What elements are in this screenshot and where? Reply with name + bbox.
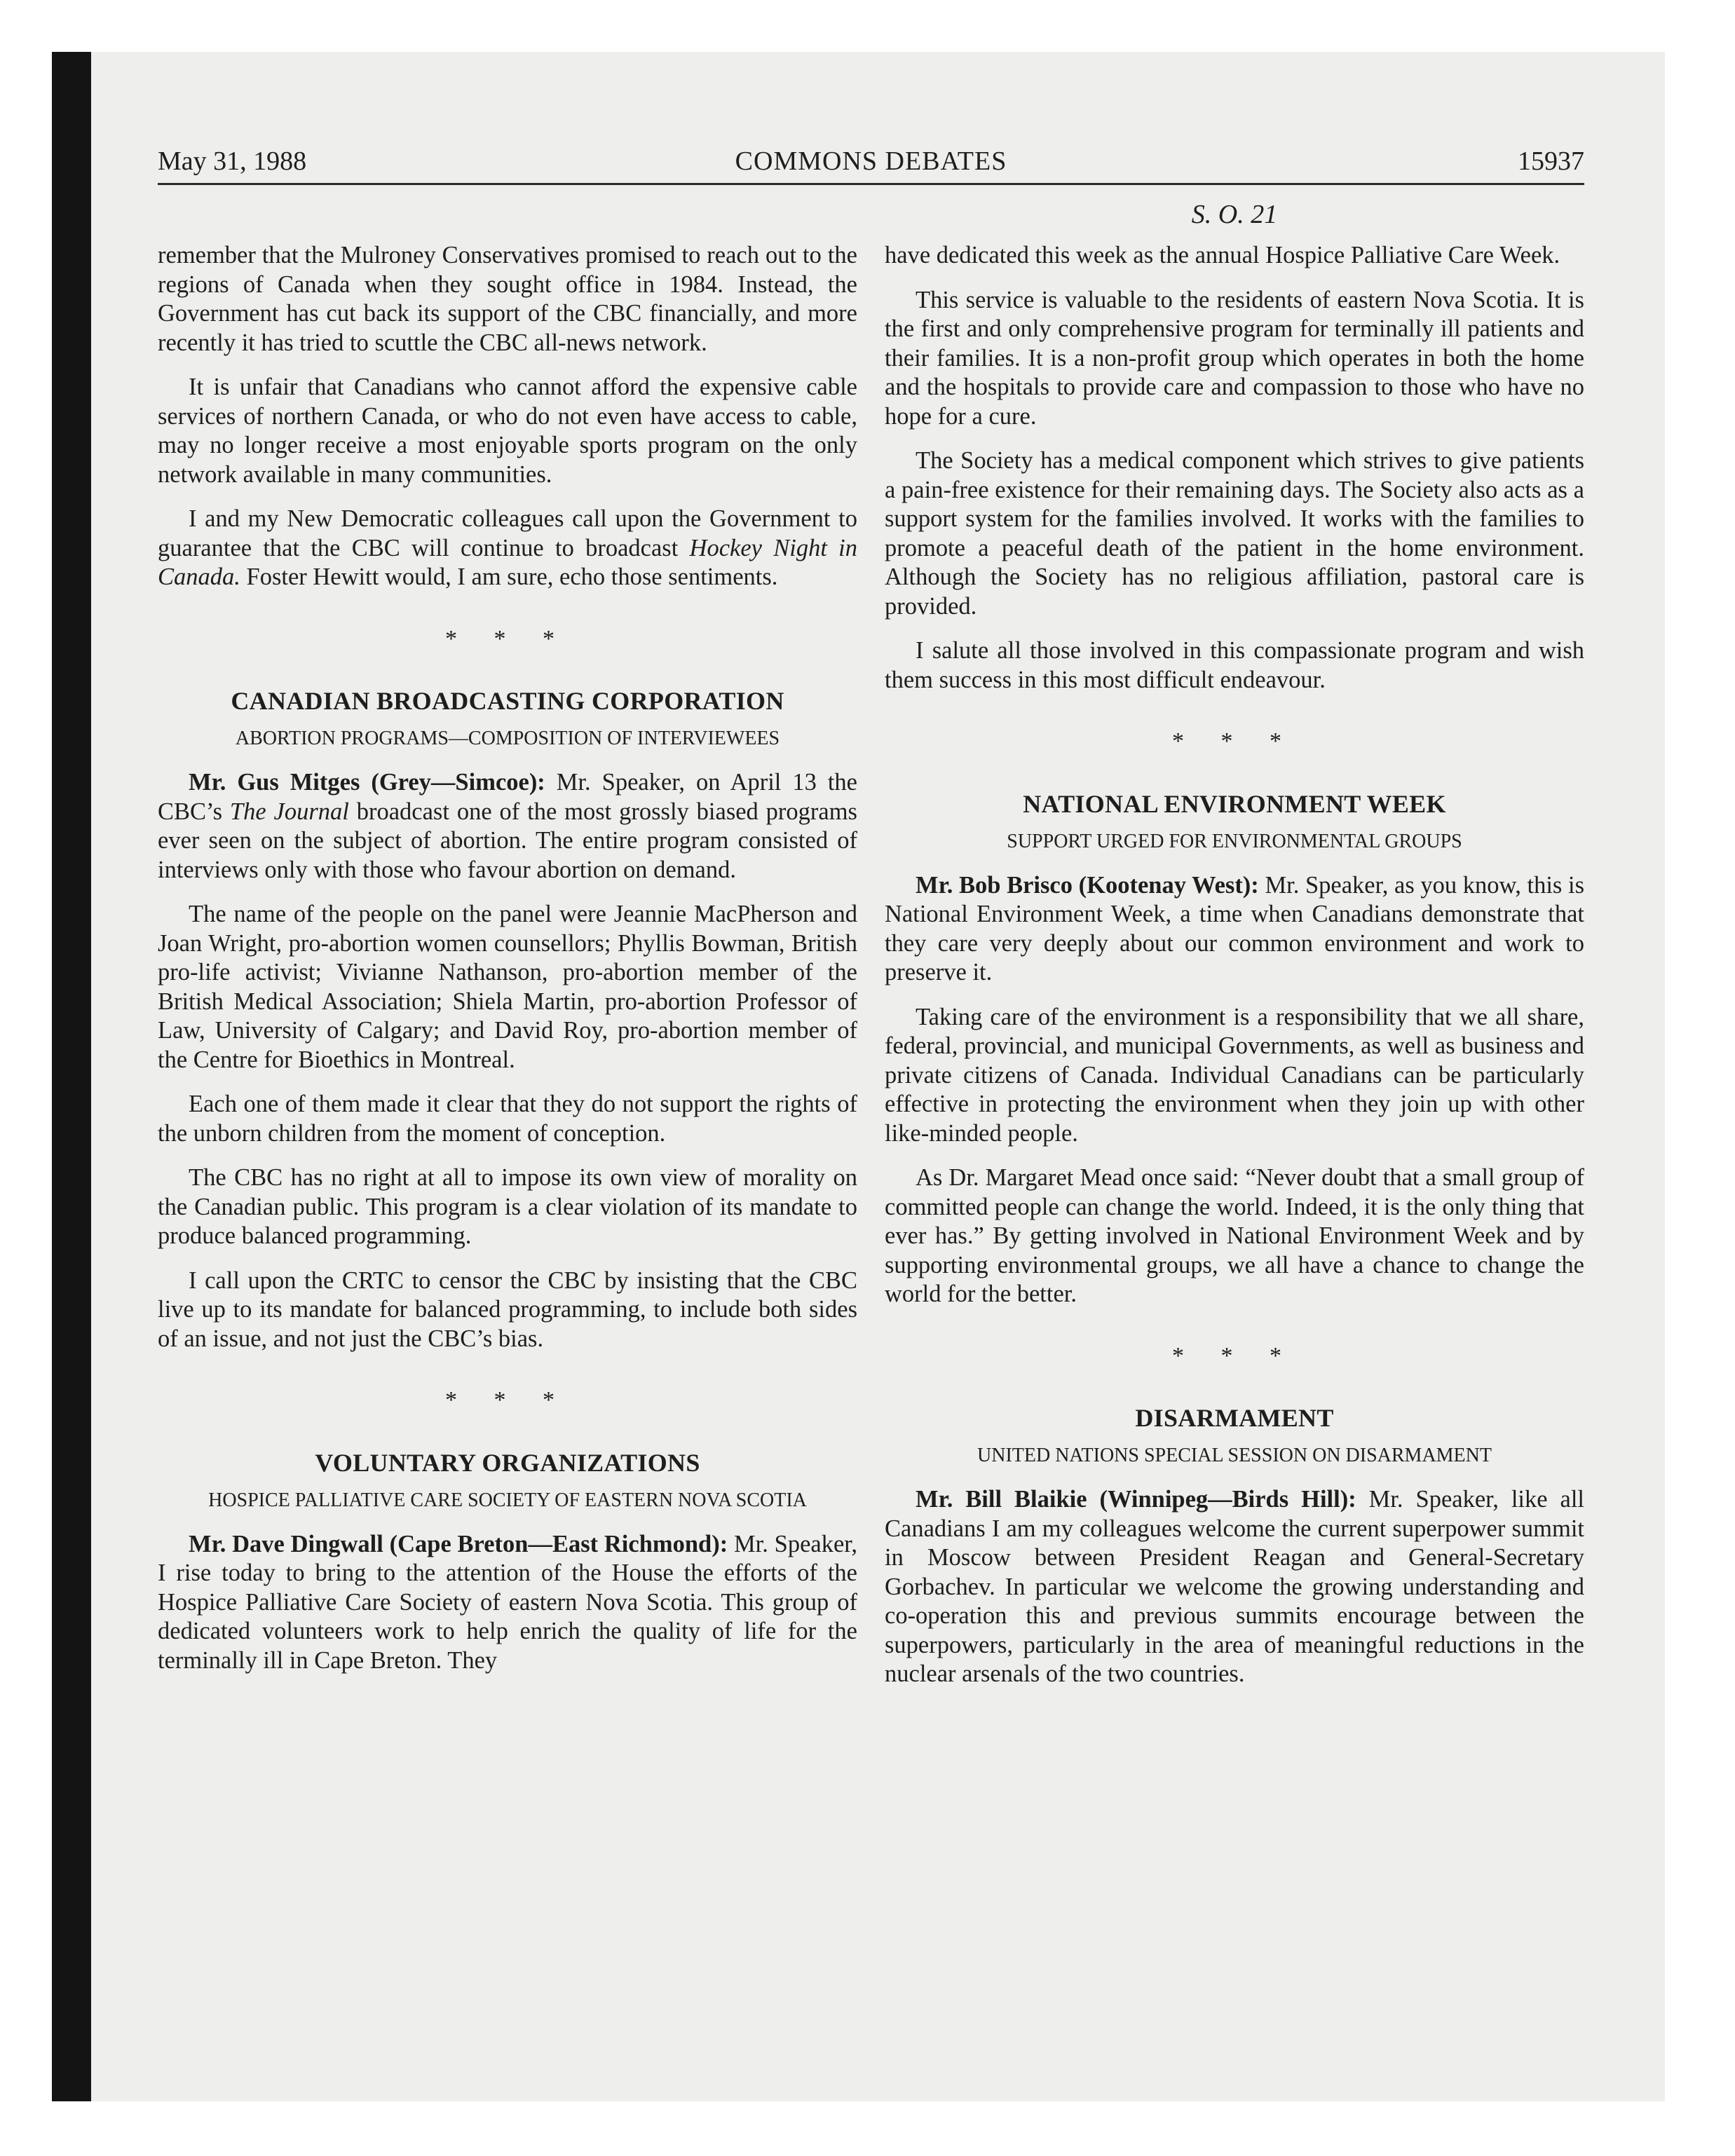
section-title: VOLUNTARY ORGANIZATIONS [315,1448,700,1477]
paragraph: I call upon the CRTC to censor the CBC by insisting that the CBC live up to its mandate for balanced programming, to include both sides of an issue, and not just the CBC’s bias. [158,1267,857,1352]
speaker-name: Mr. Bob Brisco (Kootenay West): [916,871,1259,899]
paragraph: I salute all those involved in this compassionate program and wish them success in this most difficult endeavour. [885,637,1584,693]
paragraph: have dedicated this week as the annual Hospice Palliative Care Week. [885,242,1560,268]
speaker-name: Mr. Bill Blaikie (Winnipeg—Birds Hill): [916,1486,1356,1513]
paragraph-text: Mr. Speaker, on April 13 the CBC’s [158,769,857,825]
section-subtitle: ABORTION PROGRAMS—COMPOSITION OF INTERVIEWEES [235,728,780,749]
speaker-name: Mr. Gus Mitges (Grey—Simcoe): [189,769,545,796]
paragraph-text: Mr. Speaker, I rise today to bring to the attention of the House the efforts of the Hospice Palliative Care Society of eastern Nova Scotia. This group of dedicated volunteers work to help enrich the quality of life for the terminally ill in Cape Breton. They [158,1530,857,1674]
paragraph [158,1530,857,1676]
paragraph: The CBC has no right at all to impose its own view of morality on the Canadian public. This program is a clear violation of its mandate to produce balanced programming. [158,1164,857,1249]
paragraph [885,871,1584,988]
right-column [885,241,1584,1705]
paragraph: The name of the people on the panel were Jeannie MacPherson and Joan Wright, pro-abortion women counsellors; Phyllis Bowman, British pro-life activist; Vivianne Nathanson, pro-abortion member of the British Medical Association; Shiela Martin, pro-abortion Professor of Law, University of Calgary; and David Roy, pro-abortion member of the Centre for Bioethics in Montreal. [158,901,857,1073]
section-subtitle: UNITED NATIONS SPECIAL SESSION ON DISARMAMENT [977,1445,1492,1466]
paragraph: remember that the Mulroney Conservatives promised to reach out to the regions of Canada when they sought office in 1984. Instead, the Government has cut back its support of the CBC financially, and more recently it has tried to scuttle the CBC all-news network. [158,242,857,356]
standing-order-marker: S. O. 21 [1191,200,1278,229]
section-separator: * * * [445,625,570,652]
section-title: CANADIAN BROADCASTING CORPORATION [231,687,784,715]
paragraph: This service is valuable to the residents of eastern Nova Scotia. It is the first and only comprehensive program for terminally ill patients and their families. It is a non-profit group which operates in both the home and the hospitals to provide care and compassion to those who have no hope for a cure. [885,286,1584,430]
section-title: NATIONAL ENVIRONMENT WEEK [1023,789,1446,818]
paragraph-text: broadcast one of the most grossly biased programs ever seen on the subject of abortion. The entire program consisted of interviews only with those who favour abortion on demand. [158,798,857,883]
header-page-number: 15937 [1518,146,1584,176]
program-title: The Journal [229,798,349,825]
left-column [158,241,857,1691]
paragraph: The Society has a medical component which strives to give patients a pain-free existence for their remaining days. The Society also acts as a support system for the families involved. It works with the families to promote a peaceful death of the patient in the home environment. Although the Society has no religious affiliation, pastoral care is provided. [885,447,1584,620]
section-separator: * * * [445,1387,570,1413]
paragraph-text: I and my New Democratic colleagues call upon the Government to guarantee that the CBC will continue to broadcast [158,505,857,561]
paragraph-text: Mr. Speaker, like all Canadians I am my colleagues welcome the current superpower summit in Moscow between President Reagan and General-Secretary Gorbachev. In particular we welcome the growing understanding and co-operation this and previous summits encourage between the superpowers, particularly in the area of meaningful reductions in the nuclear arsenals of the two countries. [885,1486,1584,1687]
section-separator: * * * [1172,728,1297,754]
scan-top-margin [0,0,1735,52]
program-title: Hockey Night in Canada. [158,534,857,590]
speaker-name: Mr. Dave Dingwall (Cape Breton—East Richmond): [189,1530,728,1557]
section-subtitle: HOSPICE PALLIATIVE CARE SOCIETY OF EASTERN NOVA SCOTIA [208,1489,807,1511]
section-subtitle: SUPPORT URGED FOR ENVIRONMENTAL GROUPS [1007,830,1462,852]
scan-binding-edge [52,52,91,2101]
paragraph: Each one of them made it clear that they do not support the rights of the unborn children from the moment of conception. [158,1091,857,1147]
section-title: DISARMAMENT [1135,1404,1334,1432]
paragraph [158,768,857,885]
paragraph: As Dr. Margaret Mead once said: “Never doubt that a small group of committed people can change the world. Indeed, it is the only thing that ever has.” By getting involved in National Environment Week and by supporting environmental groups, we all have a chance to change the world for the better. [885,1164,1584,1307]
section-separator: * * * [1172,1342,1297,1369]
paragraph: Taking care of the environment is a responsibility that we all share, federal, provincial, and municipal Governments, as well as business and private citizens of Canada. Individual Canadians can be particularly effective in protecting the environment when they join up with other like-minded people. [885,1003,1584,1147]
paragraph-text: Foster Hewitt would, I am sure, echo those sentiments. [240,564,778,590]
paragraph: It is unfair that Canadians who cannot afford the expensive cable services of northern Canada, or who do not even have access to cable, may no longer receive a most enjoyable sports program on the only network available in many communities. [158,374,857,488]
paragraph [158,505,857,592]
header-publication: COMMONS DEBATES [735,146,1007,176]
header-date: May 31, 1988 [158,146,307,176]
running-header [158,144,1584,185]
paragraph-text: Mr. Speaker, as you know, this is National Environment Week, a time when Canadians demonstrate that they care very deeply about our common environment and work to preserve it. [885,871,1585,985]
paragraph [885,1485,1584,1689]
